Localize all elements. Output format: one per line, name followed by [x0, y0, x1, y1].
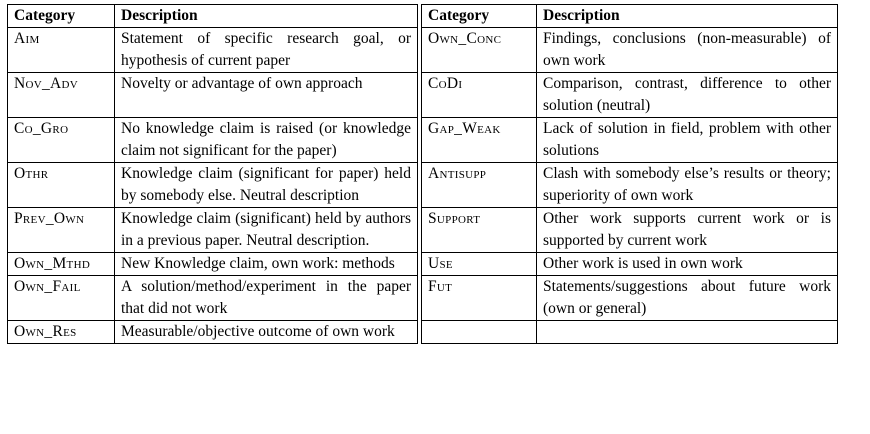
table-row [8, 321, 838, 344]
left-category-cell: Aim [8, 28, 115, 73]
table-row [8, 253, 838, 276]
right-category-cell: CoDi [422, 73, 537, 118]
left-category-header: Category [8, 5, 115, 28]
left-description-cell: A solution/method/experiment in the paper that did not work [115, 276, 418, 321]
left-category-cell: Prev_Own [8, 208, 115, 253]
table-row [8, 28, 838, 73]
left-category-cell: Othr [8, 163, 115, 208]
right-description-cell: Statements/suggestions about future work (own or general) [537, 276, 838, 321]
right-description-header: Description [537, 5, 838, 28]
right-category-cell: Fut [422, 276, 537, 321]
right-category-cell: Own_Conc [422, 28, 537, 73]
right-description-cell: Clash with somebody else’s results or theory; superiority of own work [537, 163, 838, 208]
table-row [8, 276, 838, 321]
left-description-cell: Statement of specific research goal, or hypothesis of current paper [115, 28, 418, 73]
argumentative-zoning-category-table [7, 4, 838, 344]
left-description-cell: Measurable/objective outcome of own work [115, 321, 418, 344]
table-row [8, 118, 838, 163]
left-category-cell: Own_Res [8, 321, 115, 344]
left-description-cell: Knowledge claim (significant) held by authors in a previous paper. Neutral description. [115, 208, 418, 253]
category-table-container [7, 4, 838, 344]
table-row [8, 163, 838, 208]
right-category-cell: Use [422, 253, 537, 276]
right-category-cell: Antisupp [422, 163, 537, 208]
right-category-header: Category [422, 5, 537, 28]
table-row [8, 73, 838, 118]
left-description-cell: No knowledge claim is raised (or knowledge claim not significant for the paper) [115, 118, 418, 163]
left-description-header: Description [115, 5, 418, 28]
right-category-cell: Gap_Weak [422, 118, 537, 163]
left-description-cell: New Knowledge claim, own work: methods [115, 253, 418, 276]
right-category-cell [422, 321, 537, 344]
right-description-cell [537, 321, 838, 344]
left-category-cell: Own_Fail [8, 276, 115, 321]
table-row [8, 208, 838, 253]
right-description-cell: Lack of solution in field, problem with other solutions [537, 118, 838, 163]
left-description-cell: Knowledge claim (significant for paper) held by somebody else. Neutral description [115, 163, 418, 208]
right-description-cell: Other work supports current work or is supported by current work [537, 208, 838, 253]
left-category-cell: Co_Gro [8, 118, 115, 163]
right-description-cell: Findings, conclusions (non-measurable) of own work [537, 28, 838, 73]
right-description-cell: Other work is used in own work [537, 253, 838, 276]
header-row [8, 5, 838, 28]
left-category-cell: Own_Mthd [8, 253, 115, 276]
left-category-cell: Nov_Adv [8, 73, 115, 118]
left-description-cell: Novelty or advantage of own approach [115, 73, 418, 118]
right-category-cell: Support [422, 208, 537, 253]
right-description-cell: Comparison, contrast, difference to other solution (neutral) [537, 73, 838, 118]
